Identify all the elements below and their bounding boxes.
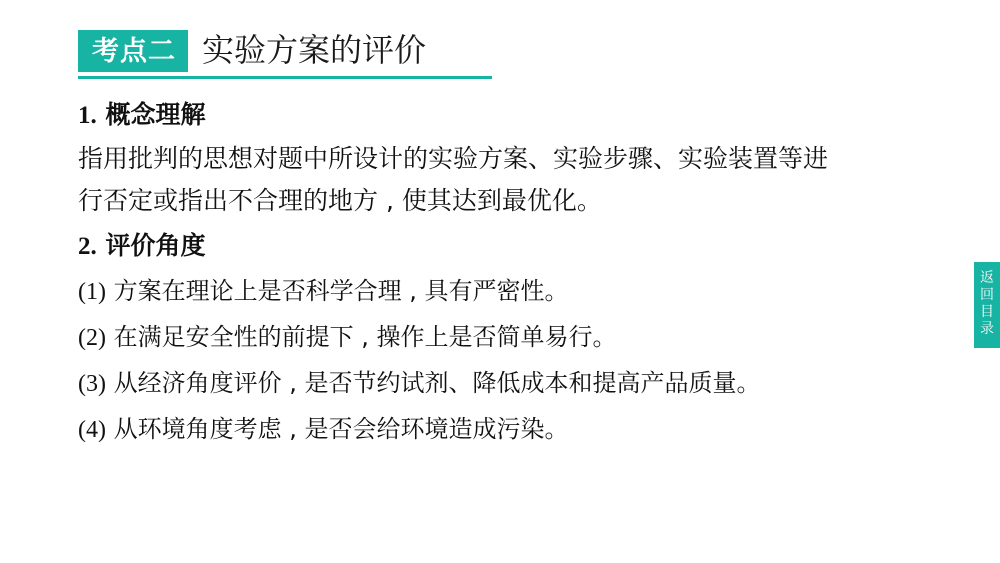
list-item-text: 从环境角度考虑 , 是否会给环境造成污染。 bbox=[113, 415, 569, 443]
list-item-text: 从经济角度评价 , 是否节约试剂、降低成本和提高产品质量。 bbox=[113, 369, 761, 397]
return-tab-char-1: 返 bbox=[980, 270, 994, 286]
list-item-index: (3) bbox=[78, 371, 106, 397]
list-item-index: (2) bbox=[78, 325, 106, 351]
page-title: 实验方案的评价 bbox=[202, 31, 427, 69]
subsection-label-2: 评价角度 bbox=[105, 231, 206, 260]
subsection-heading-1 bbox=[78, 95, 958, 136]
list-item bbox=[78, 407, 958, 453]
list-item-text: 在满足安全性的前提下 , 操作上是否简单易行。 bbox=[113, 323, 617, 351]
return-tab-char-3: 目 bbox=[980, 304, 994, 320]
subsection-number-2: 2. bbox=[78, 233, 97, 260]
header-underline bbox=[78, 76, 492, 79]
section-tag: 考点二 bbox=[78, 30, 188, 72]
return-to-contents-button[interactable] bbox=[974, 262, 1000, 348]
return-tab-char-2: 回 bbox=[980, 287, 994, 303]
subsection-number-1: 1. bbox=[78, 102, 97, 129]
list-item bbox=[78, 315, 958, 361]
slide-content bbox=[78, 95, 958, 453]
list-item-index: (4) bbox=[78, 417, 106, 443]
list-item-text: 方案在理论上是否科学合理 , 具有严密性。 bbox=[113, 277, 569, 305]
list-item bbox=[78, 269, 958, 315]
evaluation-list bbox=[78, 269, 958, 453]
paragraph-line-2: 行否定或指出不合理的地方 , 使其达到最优化。 bbox=[78, 186, 602, 215]
section-header bbox=[78, 30, 492, 82]
subsection-heading-2 bbox=[78, 226, 958, 267]
list-item-index: (1) bbox=[78, 279, 106, 305]
subsection-label-1: 概念理解 bbox=[105, 100, 206, 129]
paragraph-line-1: 指用批判的思想对题中所设计的实验方案、实验步骤、实验装置等进 bbox=[78, 144, 829, 173]
list-item bbox=[78, 361, 958, 407]
return-tab-char-4: 录 bbox=[980, 321, 994, 337]
